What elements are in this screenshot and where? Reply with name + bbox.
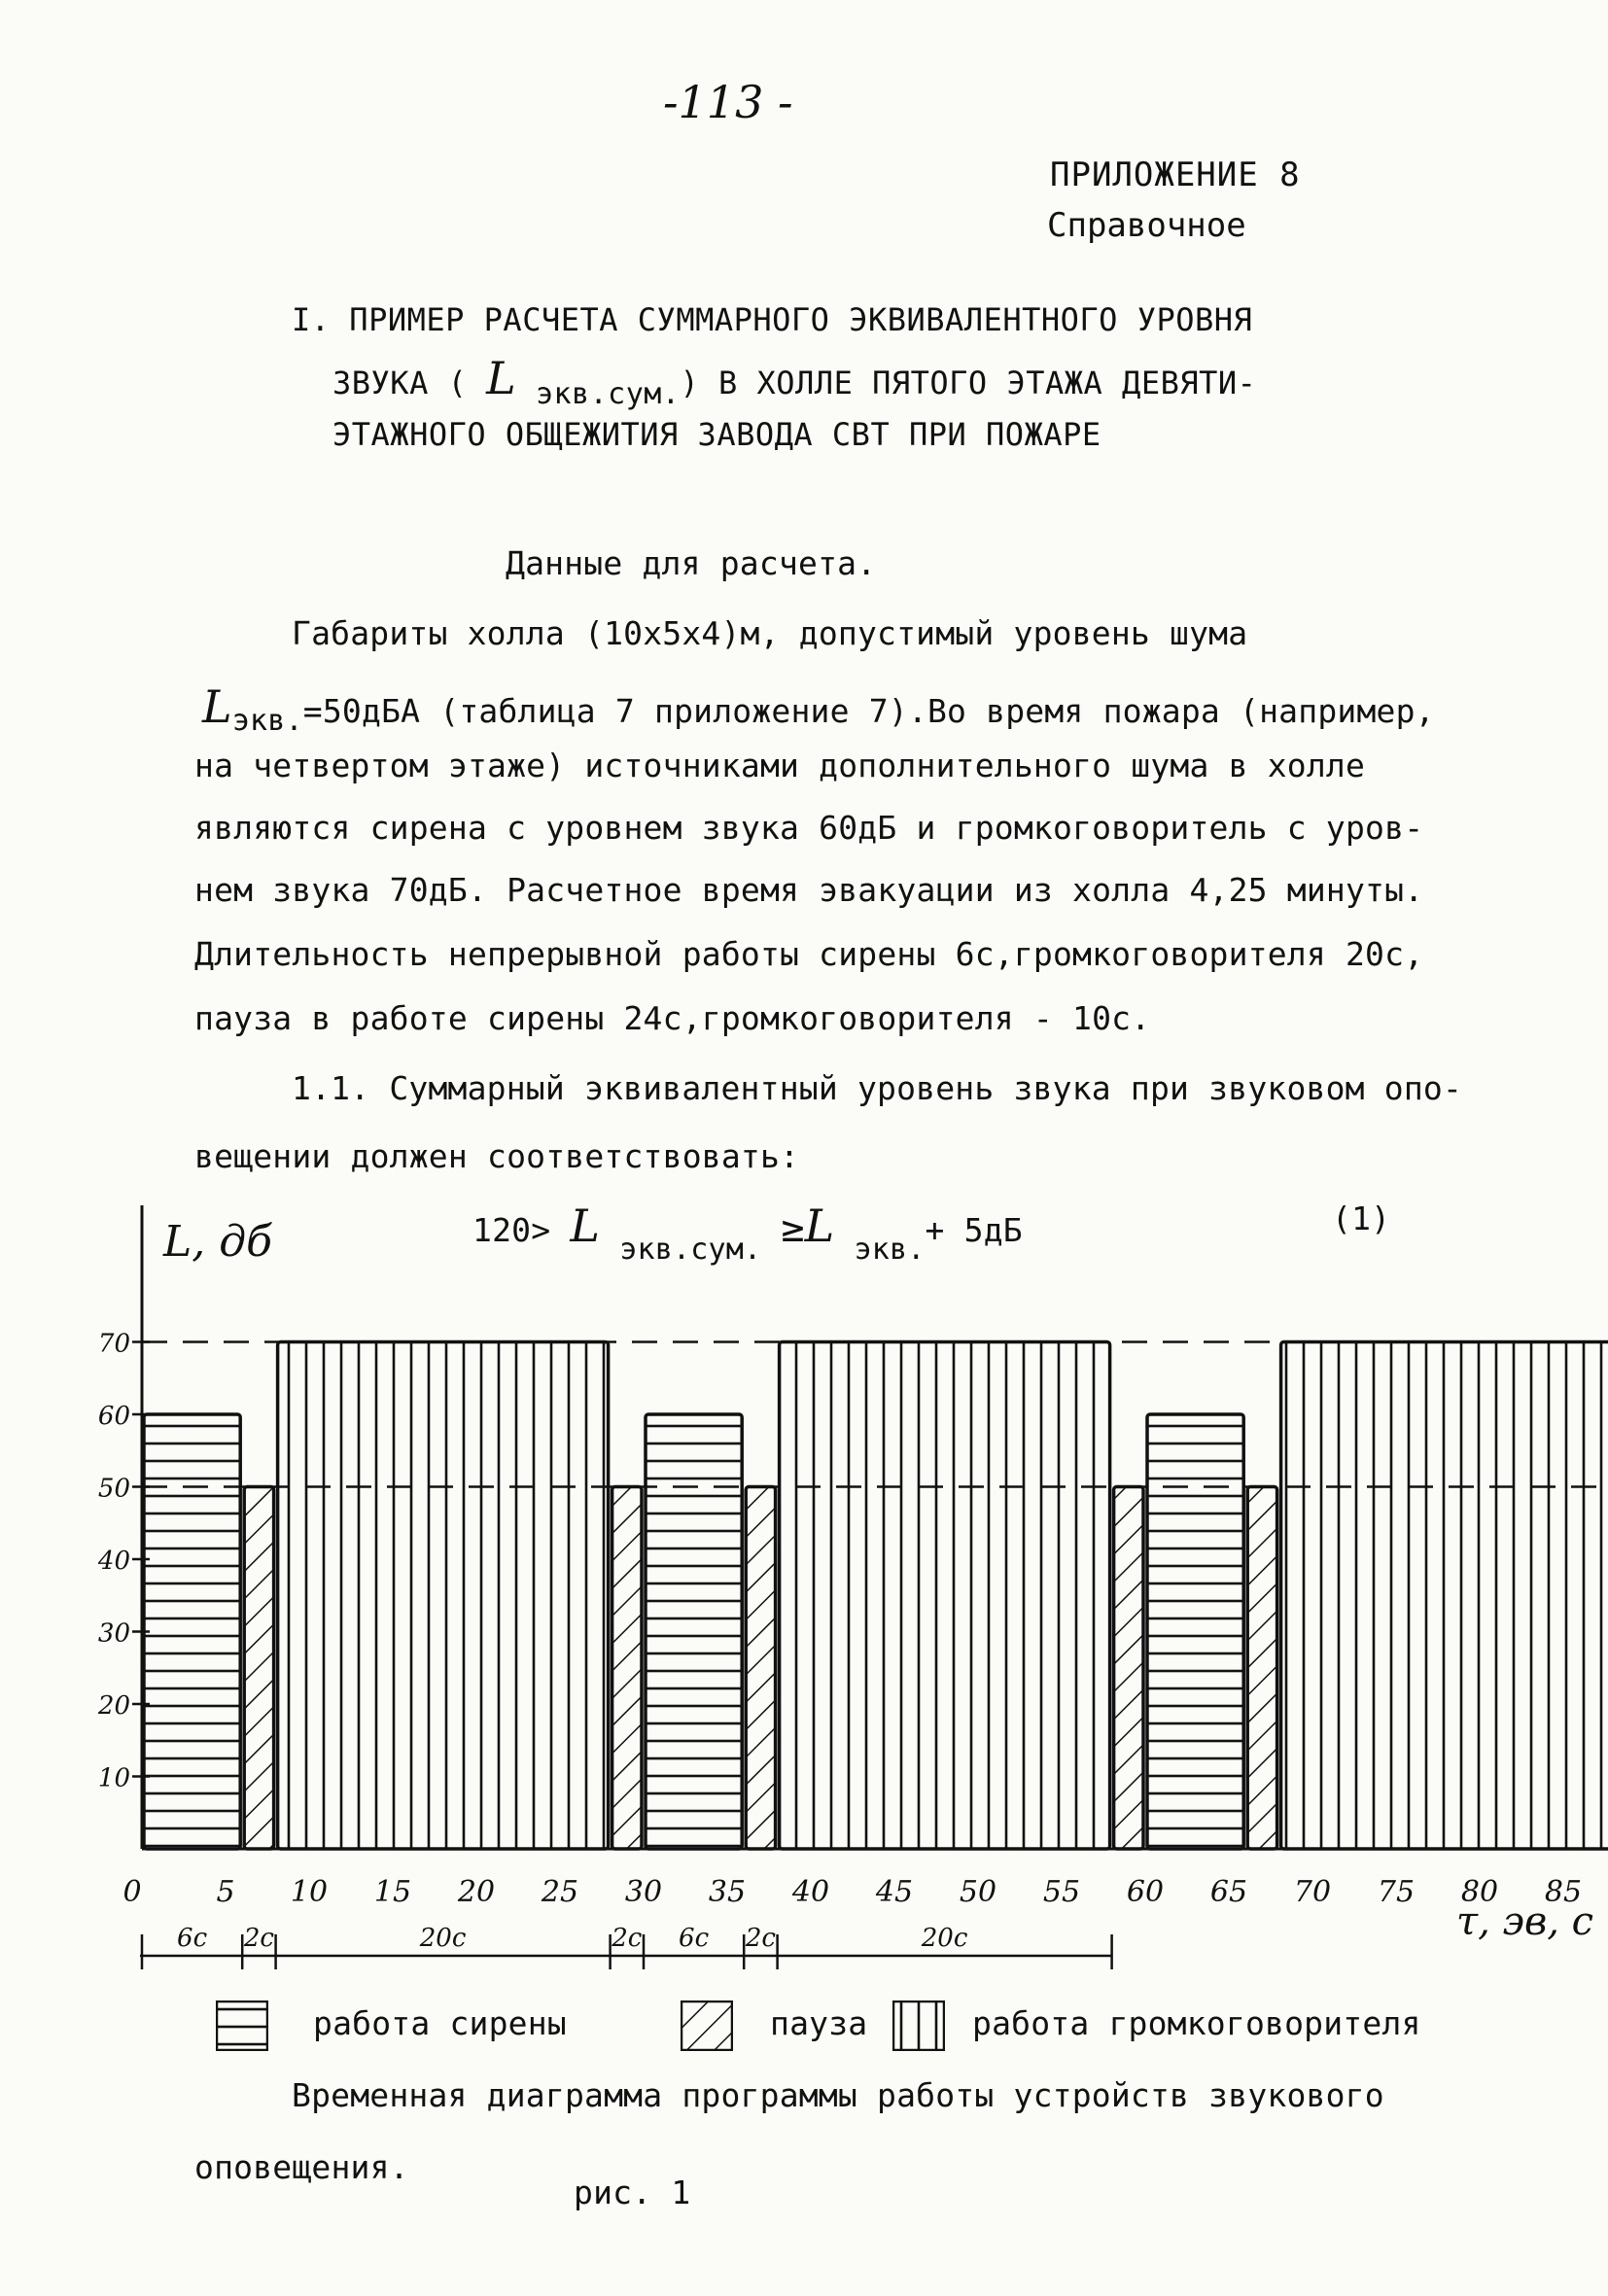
x-tick-label-15: 15 xyxy=(373,1875,412,1909)
x-tick-label-50: 50 xyxy=(959,1875,997,1909)
heading-line-1: I. ПРИМЕР РАСЧЕТА СУММАРНОГО ЭКВИВАЛЕНТНОГО УРОВНЯ xyxy=(292,301,1253,338)
duration-label-1: 2с xyxy=(243,1924,274,1953)
formula-subscript-2: экв. xyxy=(854,1233,926,1267)
x-tick-label-60: 60 xyxy=(1126,1875,1165,1909)
duration-label-0: 6с xyxy=(177,1924,208,1953)
x-tick-label-65: 65 xyxy=(1209,1875,1248,1909)
legend-siren-label: работа сирены xyxy=(313,2004,567,2042)
bar-siren-0 xyxy=(144,1414,240,1849)
y-tick-label-40: 40 xyxy=(97,1547,130,1576)
x-tick-label-55: 55 xyxy=(1042,1875,1081,1909)
formula-number: (1) xyxy=(1332,1200,1391,1237)
duration-label-3: 2с xyxy=(612,1924,643,1953)
formula-right: + 5дБ xyxy=(925,1211,1023,1249)
heading-subscript: экв.сум. xyxy=(535,377,681,411)
body-symbol: L xyxy=(202,680,232,733)
page-number: -113 - xyxy=(663,76,793,128)
body-subscript: экв. xyxy=(231,704,303,738)
bar-speaker-6 xyxy=(780,1342,1110,1850)
duration-label-5: 2с xyxy=(745,1924,776,1953)
x-tick-label-45: 45 xyxy=(875,1875,914,1909)
x-tick-label-20: 20 xyxy=(457,1875,496,1909)
duration-label-6: 20с xyxy=(921,1924,968,1953)
legend-pause-label: пауза xyxy=(770,2004,868,2042)
body-line-9: вещении должен соответствовать: xyxy=(194,1137,800,1175)
duration-label-2: 20с xyxy=(419,1924,467,1953)
bar-speaker-2 xyxy=(278,1342,609,1850)
section-title: Данные для расчета. xyxy=(506,544,877,582)
x-axis-title: τ, эв, с xyxy=(1456,1899,1594,1944)
body-line-6: Длительность непрерывной работы сирены 6с,громкоговорителя 20с, xyxy=(194,935,1424,973)
formula-symbol-1: L xyxy=(570,1200,601,1252)
y-tick-label-70: 70 xyxy=(97,1329,130,1359)
heading-line-3: ЭТАЖНОГО ОБЩЕЖИТИЯ ЗАВОДА СВТ ПРИ ПОЖАРЕ xyxy=(332,416,1101,453)
y-tick-label-10: 10 xyxy=(97,1763,130,1793)
annex-title: ПРИЛОЖЕНИЕ 8 xyxy=(1050,156,1301,194)
bar-pause-3 xyxy=(612,1487,642,1850)
y-axis-title: L, дб xyxy=(163,1217,272,1267)
heading-suffix: ) В ХОЛЛЕ ПЯТОГО ЭТАЖА ДЕВЯТИ- xyxy=(680,365,1257,401)
y-tick-label-30: 30 xyxy=(97,1618,130,1649)
bar-siren-4 xyxy=(646,1414,742,1849)
body-line-5: нем звука 70дБ. Расчетное время эвакуации из холла 4,25 минуты. xyxy=(194,871,1424,909)
legend-speaker-label: работа громкоговорителя xyxy=(972,2004,1421,2042)
legend-siren-swatch xyxy=(216,2000,268,2051)
formula-symbol-2: L xyxy=(804,1200,835,1252)
x-tick-label-80: 80 xyxy=(1460,1875,1499,1909)
body-line-3: на четвертом этаже) источниками дополнительного шума в холле xyxy=(194,747,1366,784)
body-line-4: являются сирена с уровнем звука 60дБ и громкоговоритель с уров- xyxy=(194,809,1424,847)
bar-pause-5 xyxy=(746,1487,775,1850)
x-tick-label-70: 70 xyxy=(1293,1875,1332,1909)
body-line-7: пауза в работе сирены 24с,громкоговорителя - 10с. xyxy=(194,999,1151,1037)
x-tick-label-85: 85 xyxy=(1544,1875,1583,1909)
x-tick-label-0: 0 xyxy=(122,1875,142,1909)
x-tick-label-25: 25 xyxy=(541,1875,579,1909)
x-tick-label-75: 75 xyxy=(1377,1875,1416,1909)
x-tick-label-5: 5 xyxy=(216,1875,235,1909)
body-line-2-text: =50дБА (таблица 7 приложение 7).Во время пожара (например, xyxy=(302,692,1435,730)
formula-subscript-1: экв.сум. xyxy=(619,1233,762,1267)
x-tick-label-30: 30 xyxy=(624,1875,663,1909)
y-tick-label-20: 20 xyxy=(97,1691,130,1721)
y-tick-label-60: 60 xyxy=(97,1402,130,1431)
heading-prefix: ЗВУКА ( xyxy=(332,365,468,401)
annex-subtitle: Справочное xyxy=(1047,206,1246,245)
caption-line-1: Временная диаграмма программы работы устройств звукового xyxy=(292,2076,1384,2114)
caption-line-2: оповещения. xyxy=(194,2148,409,2186)
legend-pause-swatch xyxy=(681,2000,733,2051)
duration-label-4: 6с xyxy=(679,1924,710,1953)
x-tick-label-40: 40 xyxy=(791,1875,830,1909)
bar-siren-8 xyxy=(1147,1414,1243,1849)
formula-left: 120> xyxy=(472,1211,551,1249)
x-tick-label-35: 35 xyxy=(708,1875,747,1909)
bar-pause-9 xyxy=(1247,1487,1276,1850)
formula-relation: ≥ xyxy=(781,1206,805,1251)
bar-pause-1 xyxy=(244,1487,273,1850)
x-tick-label-10: 10 xyxy=(290,1875,329,1909)
heading-symbol: L xyxy=(486,352,517,404)
bar-pause-7 xyxy=(1114,1487,1143,1850)
figure-label: рис. 1 xyxy=(574,2174,691,2211)
bar-speaker-10 xyxy=(1281,1342,1608,1850)
body-line-1: Габариты холла (10х5х4)м, допустимый уровень шума xyxy=(292,614,1248,652)
body-line-8: 1.1. Суммарный эквивалентный уровень звука при звуковом опо- xyxy=(292,1069,1463,1107)
legend-speaker-swatch xyxy=(892,2000,945,2051)
y-tick-label-50: 50 xyxy=(97,1474,130,1504)
